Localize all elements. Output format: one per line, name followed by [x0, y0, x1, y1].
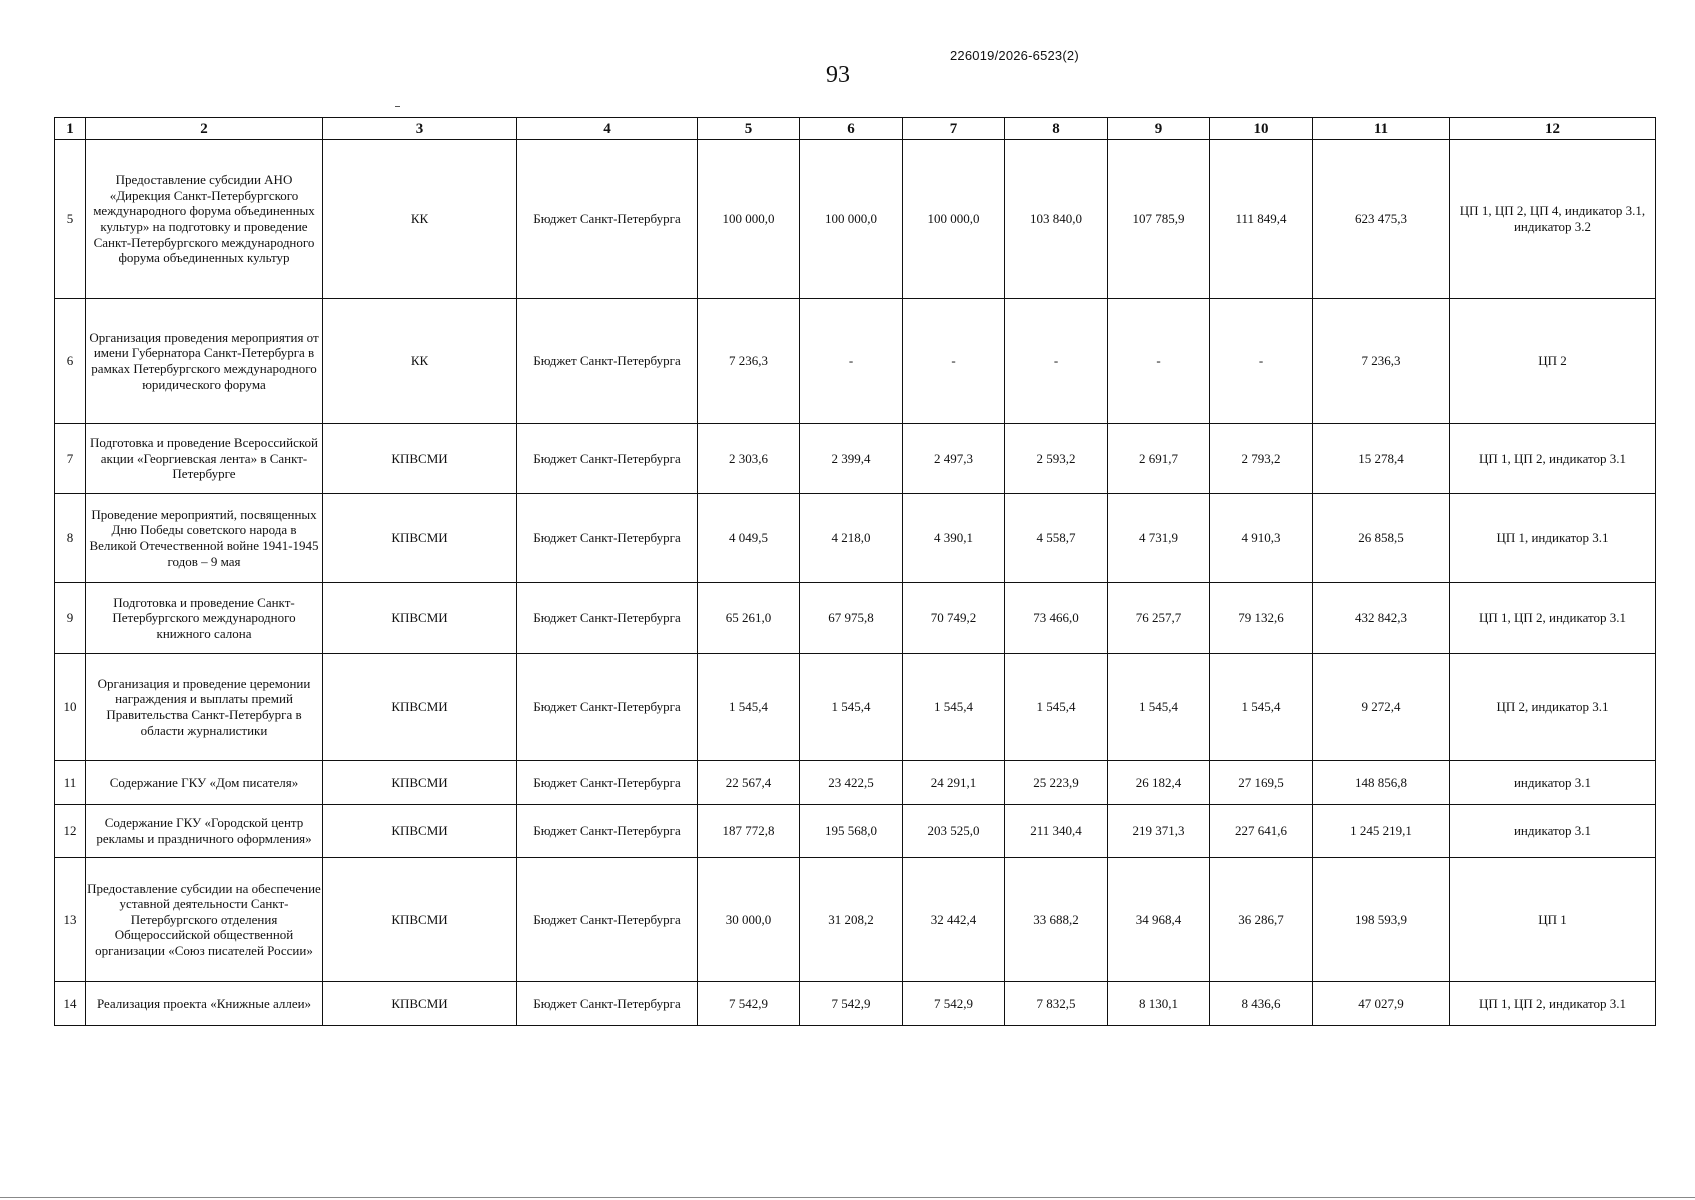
row-number-cell: 11	[55, 761, 86, 805]
total-cell: 9 272,4	[1313, 654, 1450, 761]
description-cell: Содержание ГКУ «Городской центр рекламы и праздничного оформления»	[86, 805, 323, 858]
row-number-cell: 5	[55, 140, 86, 299]
amount-cell-col9: -	[1108, 299, 1210, 424]
amount-cell-col8: 4 558,7	[1005, 494, 1108, 583]
total-cell: 26 858,5	[1313, 494, 1450, 583]
executor-cell: КПВСМИ	[323, 424, 517, 494]
executor-cell: КК	[323, 140, 517, 299]
amount-cell-col8: 2 593,2	[1005, 424, 1108, 494]
indicators-cell: ЦП 1, ЦП 2, ЦП 4, индикатор 3.1, индикатор 3.2	[1450, 140, 1656, 299]
amount-cell-col7: 4 390,1	[903, 494, 1005, 583]
page-number: 93	[826, 62, 850, 88]
total-cell: 15 278,4	[1313, 424, 1450, 494]
funding-source-cell: Бюджет Санкт-Петербурга	[517, 805, 698, 858]
total-cell: 1 245 219,1	[1313, 805, 1450, 858]
total-cell: 623 475,3	[1313, 140, 1450, 299]
description-cell: Подготовка и проведение Всероссийской акции «Георгиевская лента» в Санкт-Петербурге	[86, 424, 323, 494]
budget-table	[54, 117, 1656, 1026]
row-number-cell: 12	[55, 805, 86, 858]
amount-cell-col9: 4 731,9	[1108, 494, 1210, 583]
amount-cell-col8: 73 466,0	[1005, 583, 1108, 654]
amount-cell-col10: 227 641,6	[1210, 805, 1313, 858]
amount-cell-col8: -	[1005, 299, 1108, 424]
amount-cell-col7: -	[903, 299, 1005, 424]
indicators-cell: индикатор 3.1	[1450, 761, 1656, 805]
executor-cell: КПВСМИ	[323, 583, 517, 654]
amount-cell-col7: 1 545,4	[903, 654, 1005, 761]
amount-cell-col10: 2 793,2	[1210, 424, 1313, 494]
table-row	[55, 654, 1656, 761]
funding-source-cell: Бюджет Санкт-Петербурга	[517, 654, 698, 761]
column-header: 3	[323, 118, 517, 140]
description-cell: Организация и проведение церемонии награждения и выплаты премий Правительства Санкт-Петербурга в области журналистики	[86, 654, 323, 761]
amount-cell-col7: 100 000,0	[903, 140, 1005, 299]
row-number-cell: 7	[55, 424, 86, 494]
indicators-cell: ЦП 1, ЦП 2, индикатор 3.1	[1450, 982, 1656, 1026]
scan-edge-line	[0, 1197, 1695, 1198]
table-row	[55, 761, 1656, 805]
amount-cell-col6: 67 975,8	[800, 583, 903, 654]
amount-cell-col5: 100 000,0	[698, 140, 800, 299]
executor-cell: КПВСМИ	[323, 494, 517, 583]
indicators-cell: ЦП 1, индикатор 3.1	[1450, 494, 1656, 583]
executor-cell: КПВСМИ	[323, 805, 517, 858]
total-cell: 47 027,9	[1313, 982, 1450, 1026]
column-header: 2	[86, 118, 323, 140]
amount-cell-col7: 7 542,9	[903, 982, 1005, 1026]
table-header-row	[55, 118, 1656, 140]
amount-cell-col6: 4 218,0	[800, 494, 903, 583]
amount-cell-col7: 32 442,4	[903, 858, 1005, 982]
amount-cell-col6: 7 542,9	[800, 982, 903, 1026]
row-number-cell: 6	[55, 299, 86, 424]
executor-cell: КПВСМИ	[323, 858, 517, 982]
amount-cell-col10: 1 545,4	[1210, 654, 1313, 761]
amount-cell-col9: 8 130,1	[1108, 982, 1210, 1026]
description-cell: Реализация проекта «Книжные аллеи»	[86, 982, 323, 1026]
amount-cell-col9: 34 968,4	[1108, 858, 1210, 982]
table-row	[55, 858, 1656, 982]
indicators-cell: ЦП 1, ЦП 2, индикатор 3.1	[1450, 583, 1656, 654]
amount-cell-col5: 30 000,0	[698, 858, 800, 982]
table-row	[55, 424, 1656, 494]
column-header: 10	[1210, 118, 1313, 140]
column-header: 11	[1313, 118, 1450, 140]
amount-cell-col6: 1 545,4	[800, 654, 903, 761]
indicators-cell: ЦП 2, индикатор 3.1	[1450, 654, 1656, 761]
table-row	[55, 805, 1656, 858]
amount-cell-col7: 203 525,0	[903, 805, 1005, 858]
row-number-cell: 8	[55, 494, 86, 583]
description-cell: Проведение мероприятий, посвященных Дню Победы советского народа в Великой Отечественной войне 1941-1945 годов – 9 мая	[86, 494, 323, 583]
description-cell: Предоставление субсидии АНО «Дирекция Санкт-Петербургского международного форума объединенных культур» на подготовку и проведение Санкт-Петербургского международного форума объединенных культур	[86, 140, 323, 299]
total-cell: 7 236,3	[1313, 299, 1450, 424]
column-header: 9	[1108, 118, 1210, 140]
column-header: 4	[517, 118, 698, 140]
funding-source-cell: Бюджет Санкт-Петербурга	[517, 299, 698, 424]
column-header: 7	[903, 118, 1005, 140]
funding-source-cell: Бюджет Санкт-Петербурга	[517, 858, 698, 982]
funding-source-cell: Бюджет Санкт-Петербурга	[517, 494, 698, 583]
description-cell: Подготовка и проведение Санкт-Петербургского международного книжного салона	[86, 583, 323, 654]
document-registration-number: 226019/2026-6523(2)	[950, 48, 1079, 63]
amount-cell-col5: 7 542,9	[698, 982, 800, 1026]
amount-cell-col6: 31 208,2	[800, 858, 903, 982]
amount-cell-col5: 187 772,8	[698, 805, 800, 858]
amount-cell-col5: 1 545,4	[698, 654, 800, 761]
executor-cell: КК	[323, 299, 517, 424]
amount-cell-col7: 2 497,3	[903, 424, 1005, 494]
table-row	[55, 494, 1656, 583]
amount-cell-col5: 22 567,4	[698, 761, 800, 805]
indicators-cell: ЦП 2	[1450, 299, 1656, 424]
amount-cell-col9: 2 691,7	[1108, 424, 1210, 494]
amount-cell-col9: 107 785,9	[1108, 140, 1210, 299]
amount-cell-col8: 103 840,0	[1005, 140, 1108, 299]
amount-cell-col5: 4 049,5	[698, 494, 800, 583]
amount-cell-col6: -	[800, 299, 903, 424]
amount-cell-col8: 211 340,4	[1005, 805, 1108, 858]
executor-cell: КПВСМИ	[323, 654, 517, 761]
description-cell: Организация проведения мероприятия от имени Губернатора Санкт-Петербурга в рамках Петербургского международного юридического форума	[86, 299, 323, 424]
amount-cell-col5: 2 303,6	[698, 424, 800, 494]
amount-cell-col10: -	[1210, 299, 1313, 424]
executor-cell: КПВСМИ	[323, 761, 517, 805]
total-cell: 432 842,3	[1313, 583, 1450, 654]
amount-cell-col5: 7 236,3	[698, 299, 800, 424]
amount-cell-col5: 65 261,0	[698, 583, 800, 654]
amount-cell-col8: 1 545,4	[1005, 654, 1108, 761]
amount-cell-col6: 23 422,5	[800, 761, 903, 805]
funding-source-cell: Бюджет Санкт-Петербурга	[517, 982, 698, 1026]
amount-cell-col10: 8 436,6	[1210, 982, 1313, 1026]
amount-cell-col9: 76 257,7	[1108, 583, 1210, 654]
scan-mark	[395, 106, 400, 107]
amount-cell-col7: 70 749,2	[903, 583, 1005, 654]
amount-cell-col10: 4 910,3	[1210, 494, 1313, 583]
funding-source-cell: Бюджет Санкт-Петербурга	[517, 424, 698, 494]
column-header: 5	[698, 118, 800, 140]
column-header: 12	[1450, 118, 1656, 140]
indicators-cell: ЦП 1	[1450, 858, 1656, 982]
indicators-cell: ЦП 1, ЦП 2, индикатор 3.1	[1450, 424, 1656, 494]
column-header: 6	[800, 118, 903, 140]
amount-cell-col9: 26 182,4	[1108, 761, 1210, 805]
amount-cell-col10: 36 286,7	[1210, 858, 1313, 982]
amount-cell-col6: 100 000,0	[800, 140, 903, 299]
row-number-cell: 9	[55, 583, 86, 654]
description-cell: Предоставление субсидии на обеспечение уставной деятельности Санкт-Петербургского отделения Общероссийской общественной организации «Союз писателей России»	[86, 858, 323, 982]
table-row	[55, 140, 1656, 299]
amount-cell-col10: 79 132,6	[1210, 583, 1313, 654]
total-cell: 148 856,8	[1313, 761, 1450, 805]
row-number-cell: 10	[55, 654, 86, 761]
table-row	[55, 982, 1656, 1026]
executor-cell: КПВСМИ	[323, 982, 517, 1026]
row-number-cell: 13	[55, 858, 86, 982]
amount-cell-col6: 195 568,0	[800, 805, 903, 858]
amount-cell-col10: 111 849,4	[1210, 140, 1313, 299]
table-row	[55, 583, 1656, 654]
description-cell: Содержание ГКУ «Дом писателя»	[86, 761, 323, 805]
amount-cell-col7: 24 291,1	[903, 761, 1005, 805]
funding-source-cell: Бюджет Санкт-Петербурга	[517, 583, 698, 654]
indicators-cell: индикатор 3.1	[1450, 805, 1656, 858]
column-header: 1	[55, 118, 86, 140]
amount-cell-col8: 33 688,2	[1005, 858, 1108, 982]
funding-source-cell: Бюджет Санкт-Петербурга	[517, 761, 698, 805]
table-row	[55, 299, 1656, 424]
amount-cell-col6: 2 399,4	[800, 424, 903, 494]
total-cell: 198 593,9	[1313, 858, 1450, 982]
funding-source-cell: Бюджет Санкт-Петербурга	[517, 140, 698, 299]
amount-cell-col8: 7 832,5	[1005, 982, 1108, 1026]
column-header: 8	[1005, 118, 1108, 140]
row-number-cell: 14	[55, 982, 86, 1026]
amount-cell-col10: 27 169,5	[1210, 761, 1313, 805]
amount-cell-col9: 1 545,4	[1108, 654, 1210, 761]
amount-cell-col8: 25 223,9	[1005, 761, 1108, 805]
amount-cell-col9: 219 371,3	[1108, 805, 1210, 858]
